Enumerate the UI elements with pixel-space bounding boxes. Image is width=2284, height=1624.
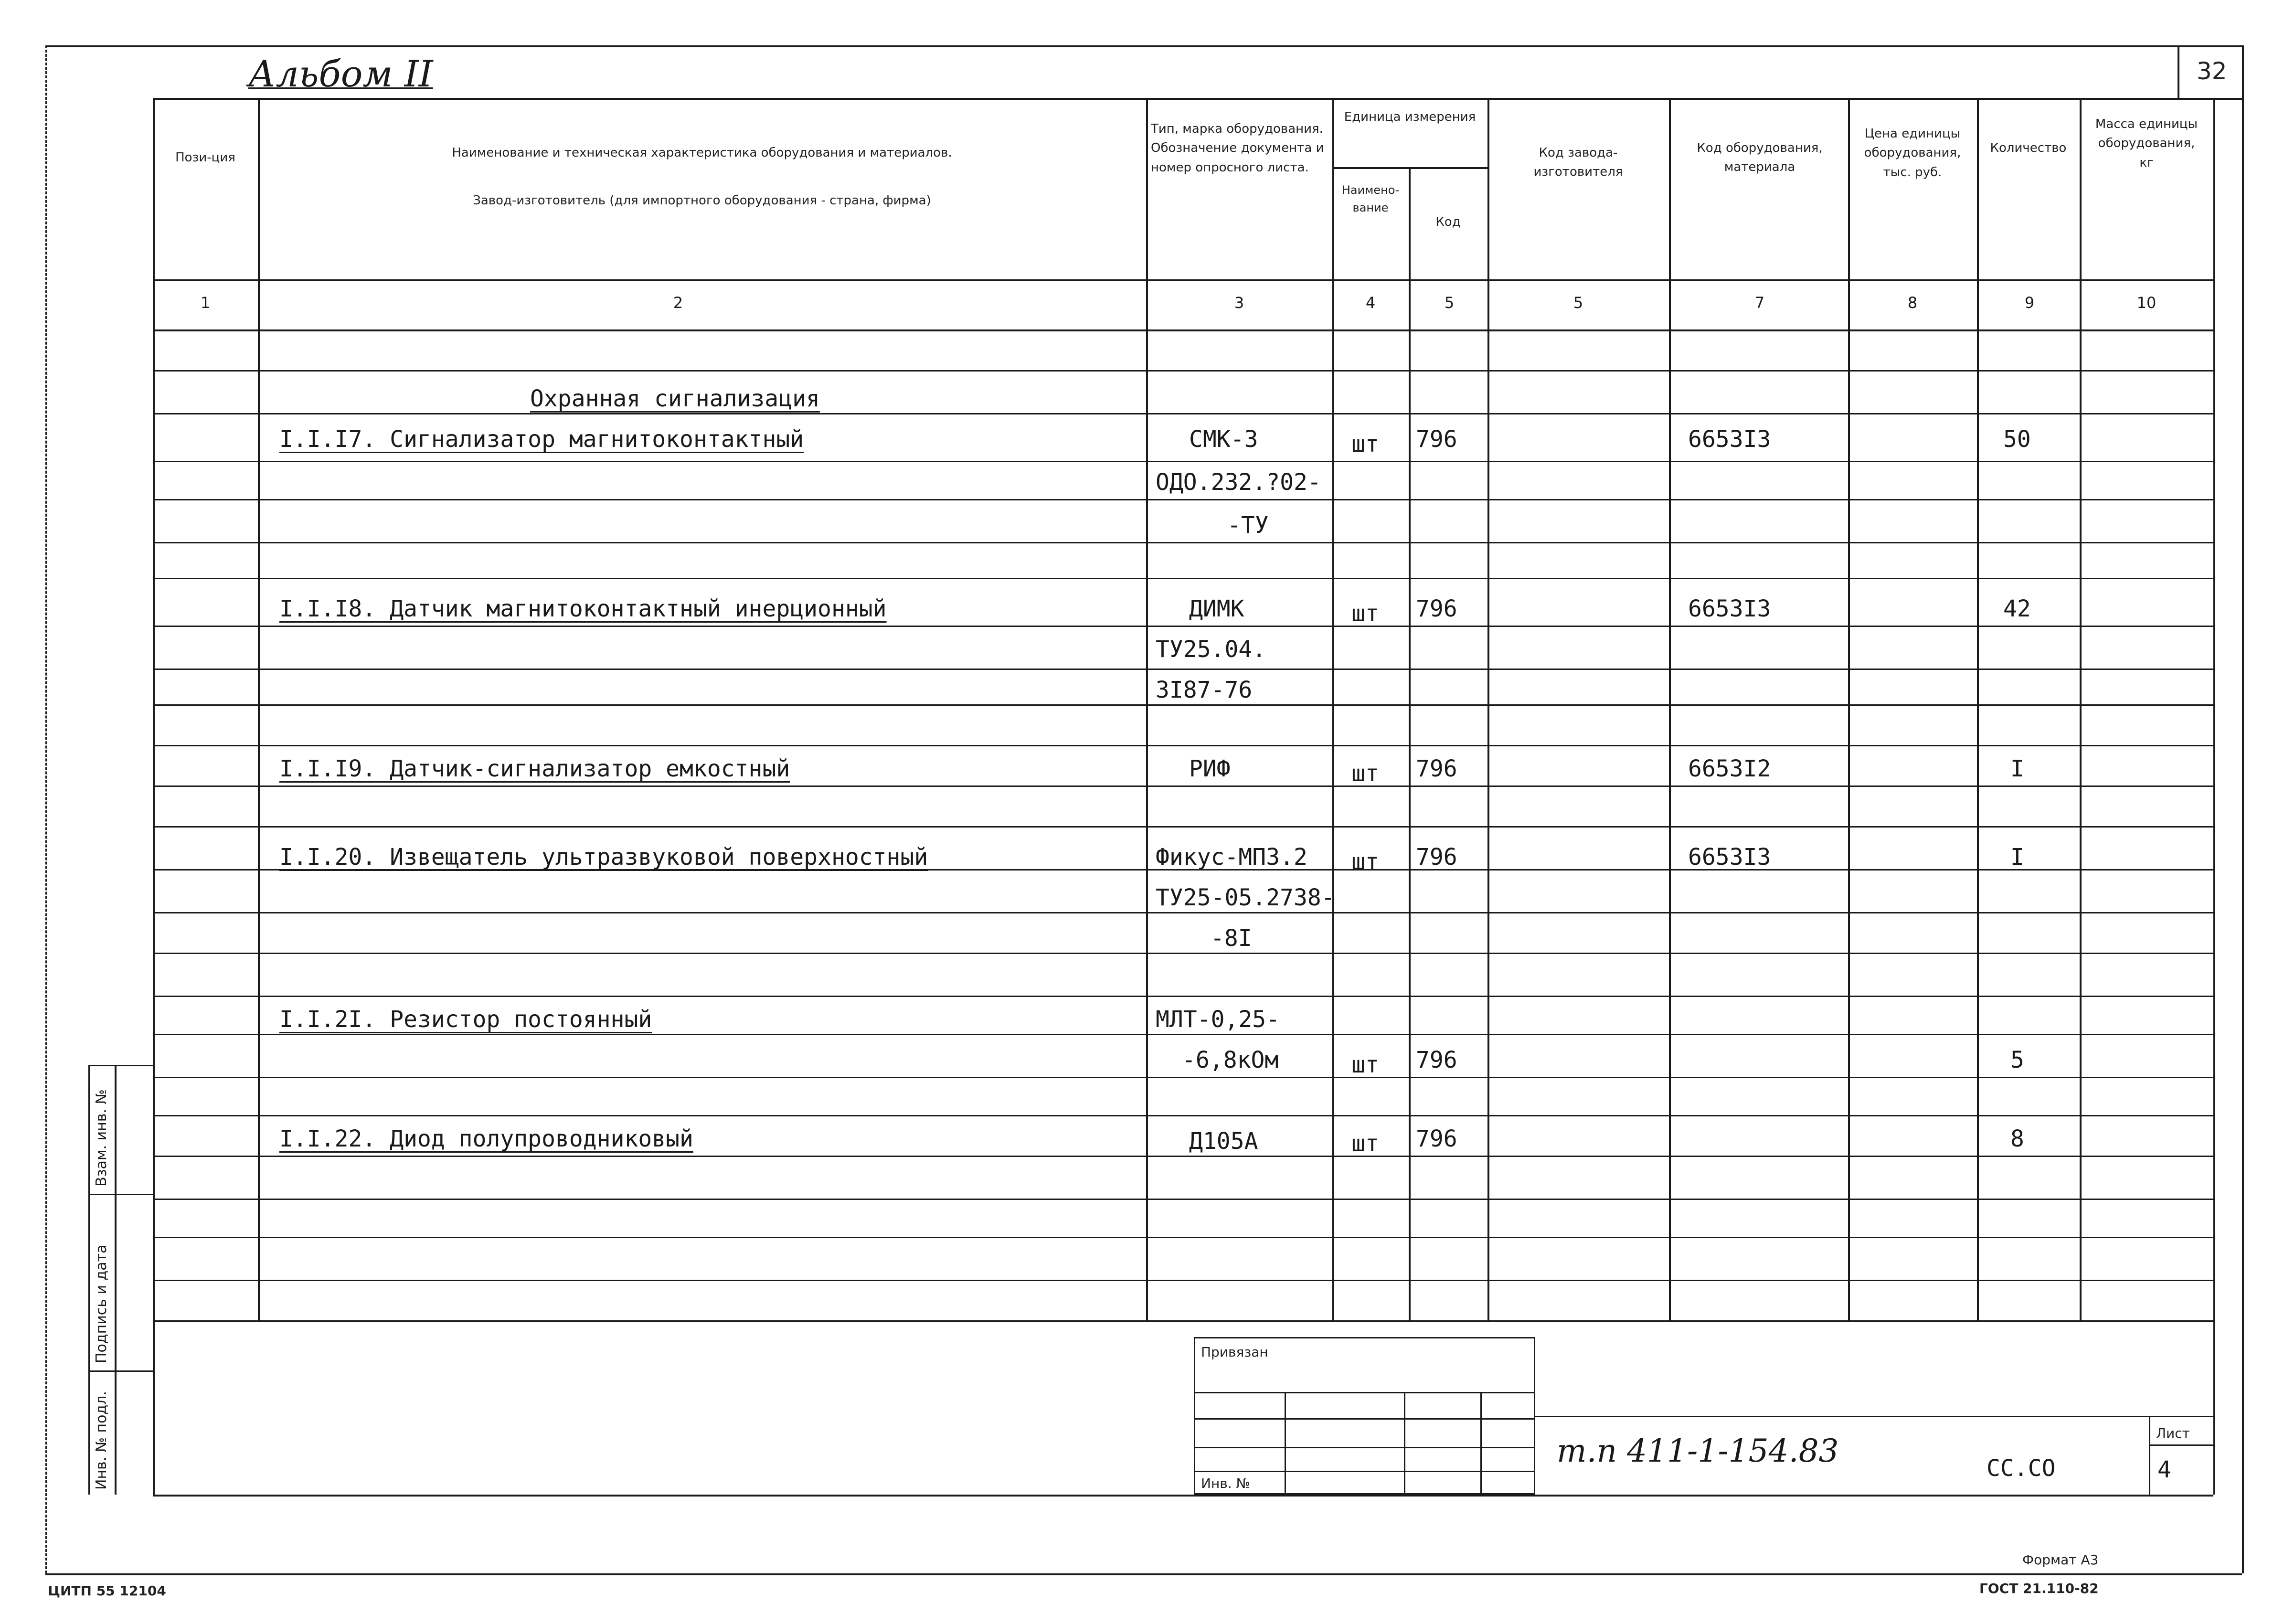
- row-2-type-1: ДИМК: [1189, 595, 1244, 622]
- row-5-code: 796: [1416, 1047, 1457, 1073]
- colnum-7: 7: [1754, 294, 1765, 312]
- header-name-line1: Наименование и техническая характеристика оборудования и материалов.: [452, 146, 952, 160]
- row-1-type-3: -ТУ: [1227, 512, 1269, 539]
- row-2-type-2: ТУ25.04.: [1156, 636, 1266, 663]
- colnum-9: 9: [2024, 294, 2035, 312]
- row-4-qty: I: [2010, 844, 2024, 870]
- row-3-equip-code: 6653I2: [1688, 755, 1771, 782]
- footer-format: Формат А3: [2022, 1552, 2099, 1568]
- row-5-type-1: МЛТ-0,25-: [1156, 1006, 1280, 1033]
- colnum-8: 8: [1907, 294, 1918, 312]
- privyazan-label: Привязан: [1201, 1344, 1268, 1360]
- row-3-qty: I: [2010, 755, 2024, 782]
- row-4-type-3: -8I: [1211, 925, 1252, 952]
- row-1-qty: 50: [2003, 426, 2031, 453]
- header-name-line2: Завод-изготовитель (для импортного оборудования - страна, фирма): [473, 193, 931, 208]
- project-number: т.п 411-1-154.83: [1557, 1433, 1839, 1469]
- footer-citp: ЦИТП 55 12104: [48, 1583, 166, 1599]
- row-2-name: I.I.I8. Датчик магнитоконтактный инерционный: [279, 595, 887, 622]
- row-5-unit: шт: [1351, 1051, 1379, 1078]
- header-unit-name: Наимено-вание: [1341, 183, 1400, 215]
- colnum-4: 4: [1365, 294, 1376, 312]
- header-quantity: Количество: [1990, 141, 2067, 155]
- header-factory-code: Код завода-изготовителя: [1533, 146, 1623, 180]
- row-2-equip-code: 6653I3: [1688, 595, 1771, 622]
- side-label-vzam: Взам. инв. №: [93, 1089, 110, 1187]
- row-1-unit: шт: [1351, 431, 1379, 457]
- page-number: 32: [2197, 57, 2227, 85]
- list-label: Лист: [2156, 1425, 2190, 1441]
- row-4-code: 796: [1416, 844, 1457, 870]
- doc-code: СС.СО: [1987, 1455, 2056, 1482]
- row-1-equip-code: 6653I3: [1688, 426, 1771, 453]
- row-3-unit: шт: [1351, 760, 1379, 787]
- row-2-type-3: 3I87-76: [1156, 677, 1253, 703]
- row-5-type-2: -6,8кОм: [1182, 1047, 1279, 1073]
- row-1-name: I.I.I7. Сигнализатор магнитоконтактный: [279, 426, 804, 453]
- row-4-type-1: Фикус-МП3.2: [1156, 844, 1307, 870]
- row-5-name: I.I.2I. Резистор постоянный: [279, 1006, 652, 1033]
- header-mass: Масса единицы оборудования, кг: [2095, 117, 2198, 170]
- colnum-10: 10: [2136, 294, 2157, 312]
- colnum-6: 5: [1573, 294, 1583, 312]
- row-6-name: I.I.22. Диод полупроводниковый: [279, 1125, 693, 1152]
- header-unit-group: Единица измерения: [1344, 110, 1476, 124]
- row-1-type-1: СМК-3: [1189, 426, 1258, 453]
- header-type: Тип, марка оборудования. Обозначение документа и номер опросного листа.: [1151, 122, 1324, 175]
- album-title: Альбом II: [248, 53, 433, 95]
- row-3-code: 796: [1416, 755, 1457, 782]
- footer-gost: ГОСТ 21.110-82: [1979, 1581, 2099, 1596]
- inv-no-label: Инв. №: [1201, 1475, 1250, 1491]
- row-3-name: I.I.I9. Датчик-сигнализатор емкостный: [279, 755, 790, 782]
- section-title: Охранная сигнализация: [530, 385, 820, 412]
- side-label-inv-podl: Инв. № подл.: [93, 1391, 110, 1490]
- row-2-code: 796: [1416, 595, 1457, 622]
- row-6-type-1: Д105А: [1189, 1128, 1258, 1155]
- colnum-1: 1: [200, 294, 211, 312]
- header-unit-code: Код: [1435, 215, 1461, 229]
- colnum-2: 2: [673, 294, 683, 312]
- row-1-code: 796: [1416, 426, 1457, 453]
- row-5-qty: 5: [2010, 1047, 2024, 1073]
- header-position: Пози-ция: [175, 150, 235, 165]
- colnum-5: 5: [1444, 294, 1455, 312]
- row-2-qty: 42: [2003, 595, 2031, 622]
- row-4-unit: шт: [1351, 849, 1379, 875]
- row-1-type-2: ОДО.232.?02-: [1156, 469, 1321, 496]
- header-equipment-code: Код оборудования, материала: [1697, 141, 1823, 175]
- row-4-equip-code: 6653I3: [1688, 844, 1771, 870]
- row-4-type-2: ТУ25-05.2738-: [1156, 884, 1335, 911]
- row-6-unit: шт: [1351, 1130, 1379, 1157]
- list-number: 4: [2157, 1456, 2171, 1483]
- colnum-3: 3: [1234, 294, 1244, 312]
- row-2-unit: шт: [1351, 600, 1379, 627]
- row-4-name: I.I.20. Извещатель ультразвуковой поверхностный: [279, 844, 928, 870]
- side-label-podpis: Подпись и дата: [93, 1244, 110, 1363]
- row-3-type-1: РИФ: [1189, 755, 1231, 782]
- row-6-qty: 8: [2010, 1125, 2024, 1152]
- header-price: Цена единицы оборудования, тыс. руб.: [1864, 127, 1961, 180]
- row-6-code: 796: [1416, 1125, 1457, 1152]
